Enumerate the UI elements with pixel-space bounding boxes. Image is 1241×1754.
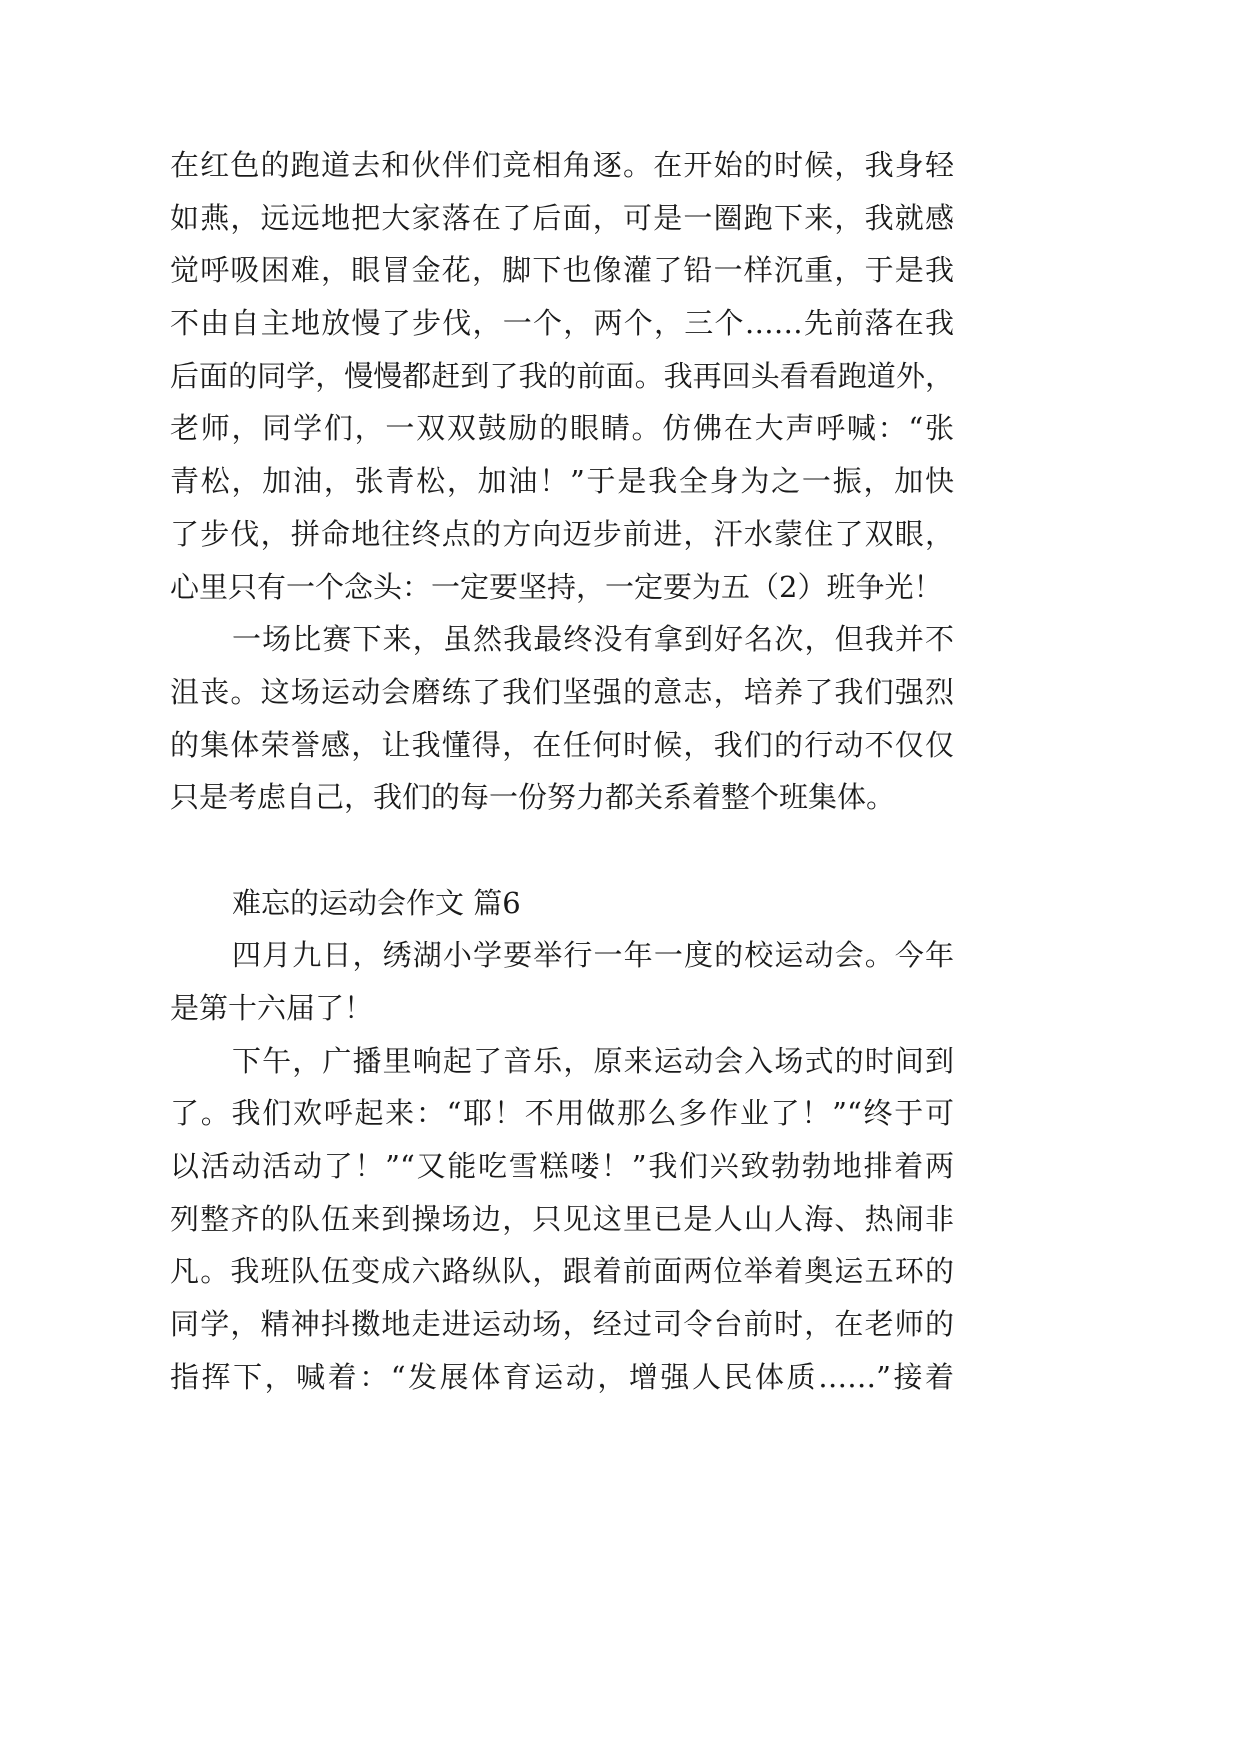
text-line: 觉呼吸困难，眼冒金花，脚下也像灌了铅一样沉重，于是我 (170, 253, 954, 288)
text-line: 的集体荣誉感，让我懂得，在任何时候，我们的行动不仅仅 (170, 727, 954, 762)
text-line: 后面的同学，慢慢都赶到了我的前面。我再回头看看跑道外， (170, 358, 954, 393)
text-line: 在红色的跑道去和伙伴们竞相角逐。在开始的时候，我身轻 (170, 148, 954, 182)
text-line: 四月九日，绣湖小学要举行一年一度的校运动会。今年 (232, 938, 954, 973)
text-line: 不由自主地放慢了步伐，一个，两个，三个……先前落在我 (170, 306, 954, 341)
text-line: 了步伐，拼命地往终点的方向迈步前进，汗水蒙住了双眼， (170, 516, 954, 551)
paragraph (170, 929, 954, 1034)
paragraph (170, 1035, 954, 1404)
text-line: 一场比赛下来，虽然我最终没有拿到好名次，但我并不 (232, 622, 954, 657)
text-line: 同学，精神抖擞地走进运动场，经过司令台前时，在老师的 (170, 1307, 954, 1342)
text-line: 沮丧。这场运动会磨练了我们坚强的意志，培养了我们强烈 (170, 674, 954, 709)
text-line: 老师，同学们，一双双鼓励的眼睛。仿佛在大声呼喊：“张 (170, 411, 954, 446)
text-line: 了。我们欢呼起来：“耶！不用做那么多作业了！”“终于可 (170, 1096, 954, 1131)
text-line: 以活动活动了！”“又能吃雪糕喽！”我们兴致勃勃地排着两 (170, 1149, 954, 1184)
text-line: 凡。我班队伍变成六路纵队，跟着前面两位举着奥运五环的 (170, 1254, 954, 1289)
text-line: 心里只有一个念头：一定要坚持，一定要为五（2）班争光！ (170, 569, 943, 604)
section-heading: 难忘的运动会作文 篇6 (232, 885, 521, 920)
text-line: 青松，加油，张青松，加油！”于是我全身为之一振，加快 (170, 464, 954, 499)
paragraph (170, 613, 954, 824)
text-line: 指挥下，喊着：“发展体育运动，增强人民体质……”接着 (170, 1359, 954, 1394)
document-body (170, 139, 954, 1404)
text-line: 是第十六届了！ (170, 991, 374, 1025)
text-line: 只是考虑自己，我们的每一份努力都关系着整个班集体。 (170, 780, 896, 815)
text-line: 如燕，远远地把大家落在了后面，可是一圈跑下来，我就感 (170, 200, 954, 235)
text-line: 下午，广播里响起了音乐，原来运动会入场式的时间到 (232, 1043, 954, 1078)
text-line: 列整齐的队伍来到操场边，只见这里已是人山人海、热闹非 (170, 1201, 954, 1236)
paragraph (170, 139, 954, 613)
